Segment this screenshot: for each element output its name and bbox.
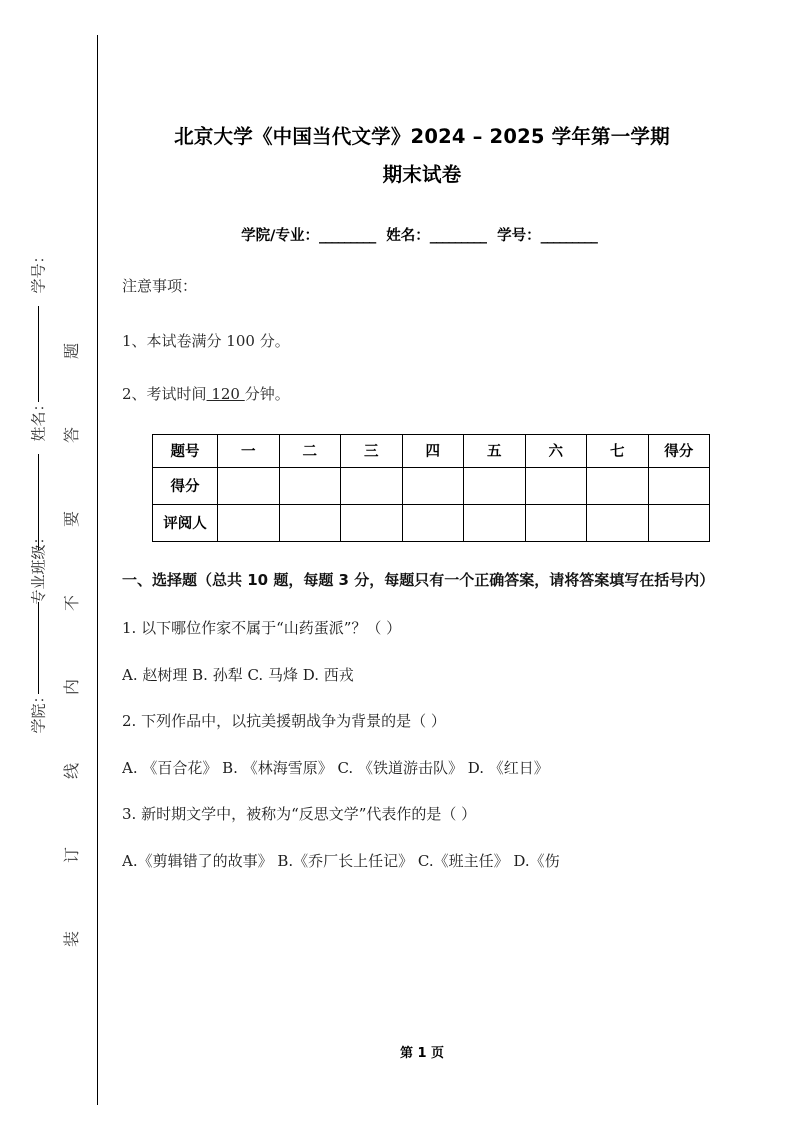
- reviewer-cell[interactable]: [587, 504, 649, 541]
- reviewer-cell[interactable]: [218, 504, 280, 541]
- reviewer-cell[interactable]: [279, 504, 341, 541]
- reviewer-cell[interactable]: [402, 504, 464, 541]
- score-cell[interactable]: [587, 467, 649, 504]
- score-table-header-cell: 四: [402, 434, 464, 467]
- reviewer-cell[interactable]: [525, 504, 587, 541]
- score-cell[interactable]: [402, 467, 464, 504]
- question-2-options: A. 《百合花》 B. 《林海雪原》 C. 《铁道游击队》 D. 《红日》: [122, 758, 549, 777]
- score-table-header-cell: 二: [279, 434, 341, 467]
- seal-char: 要: [61, 510, 81, 528]
- title-line-2: 期末试卷: [382, 163, 462, 186]
- score-cell[interactable]: [525, 467, 587, 504]
- seal-char: 不: [61, 594, 81, 612]
- student-id-field: [497, 228, 597, 244]
- page-title: [122, 0, 722, 194]
- name-field: [386, 228, 486, 244]
- college-major-blank[interactable]: _________: [318, 228, 376, 244]
- score-table-header-cell: 七: [587, 434, 649, 467]
- score-table-header-cell: 六: [525, 434, 587, 467]
- table-row: [153, 467, 710, 504]
- score-row-label: 得分: [153, 467, 218, 504]
- document-body: [122, 0, 722, 872]
- score-table-header-cell: 得分: [648, 434, 710, 467]
- question-3-stem: 3. 新时期文学中，被称为“反思文学”代表作的是（ ）: [122, 805, 477, 824]
- question-3-options: A.《剪辑错了的故事》 B.《乔厂长上任记》 C.《班主任》 D.《伤: [122, 851, 560, 870]
- title-line-1: 北京大学《中国当代文学》2024 – 2025 学年第一学期: [174, 125, 670, 148]
- score-cell[interactable]: [341, 467, 403, 504]
- seal-char: 装: [61, 930, 81, 948]
- margin-field-class: [1, 529, 76, 694]
- student-info-margin-column: [20, 248, 56, 734]
- name-blank[interactable]: _________: [429, 228, 487, 244]
- margin-field-label: 姓名：: [29, 396, 48, 442]
- margin-field-blank[interactable]: [38, 602, 39, 694]
- score-table-header-cell: 三: [341, 434, 403, 467]
- exam-duration-value[interactable]: 120: [206, 385, 245, 403]
- seal-char: 内: [61, 678, 81, 696]
- margin-field-student-id: [16, 248, 61, 402]
- student-id-blank[interactable]: _________: [540, 228, 597, 244]
- college-major-field: [241, 228, 375, 244]
- margin-field-label: 专业班级：: [29, 529, 48, 605]
- margin-field-label: 学号：: [29, 248, 48, 294]
- score-table-header-cell: 五: [464, 434, 526, 467]
- notes-heading: 注意事项：: [122, 277, 198, 295]
- table-row-header: [153, 434, 710, 467]
- reviewer-cell[interactable]: [648, 504, 710, 541]
- binding-margin-rule: [97, 35, 98, 1105]
- reviewer-cell[interactable]: [464, 504, 526, 541]
- student-id-label: 学号：: [497, 228, 541, 244]
- margin-field-label: 学院：: [29, 688, 48, 734]
- note-item-1: 1、本试卷满分 100 分。: [122, 331, 290, 350]
- score-table-header-cell: 题号: [153, 434, 218, 467]
- score-table: [152, 434, 710, 542]
- seal-char: 订: [61, 846, 81, 864]
- question-1-options: A. 赵树理 B. 孙犁 C. 马烽 D. 西戎: [122, 665, 354, 684]
- table-row: [153, 504, 710, 541]
- seal-char: 题: [61, 342, 81, 360]
- student-info-row: [122, 224, 722, 245]
- margin-field-college: [16, 688, 61, 734]
- college-major-label: 学院/专业：: [241, 228, 319, 244]
- score-cell[interactable]: [464, 467, 526, 504]
- question-2-stem: 2. 下列作品中，以抗美援朝战争为背景的是（ ）: [122, 712, 446, 731]
- seal-char: 线: [61, 762, 81, 780]
- score-cell[interactable]: [648, 467, 710, 504]
- note-item-2: [122, 383, 722, 406]
- question-1-stem: 1. 以下哪位作家不属于“山药蛋派”？（ ）: [122, 619, 402, 638]
- note-2-prefix: 2、考试时间: [122, 385, 207, 403]
- score-row-label: 评阅人: [153, 504, 218, 541]
- score-cell[interactable]: [279, 467, 341, 504]
- page-footer: 第 1 页: [399, 1046, 445, 1061]
- margin-field-blank[interactable]: [38, 306, 39, 402]
- name-label: 姓名：: [386, 228, 430, 244]
- score-table-header-cell: 一: [218, 434, 280, 467]
- seal-char: 答: [61, 426, 81, 444]
- reviewer-cell[interactable]: [341, 504, 403, 541]
- section-heading-multiple-choice: 一、选择题（总共 10 题，每题 3 分，每题只有一个正确答案，请将答案填写在括号内）: [122, 570, 715, 589]
- score-cell[interactable]: [218, 467, 280, 504]
- note-2-suffix: 分钟。: [244, 385, 290, 403]
